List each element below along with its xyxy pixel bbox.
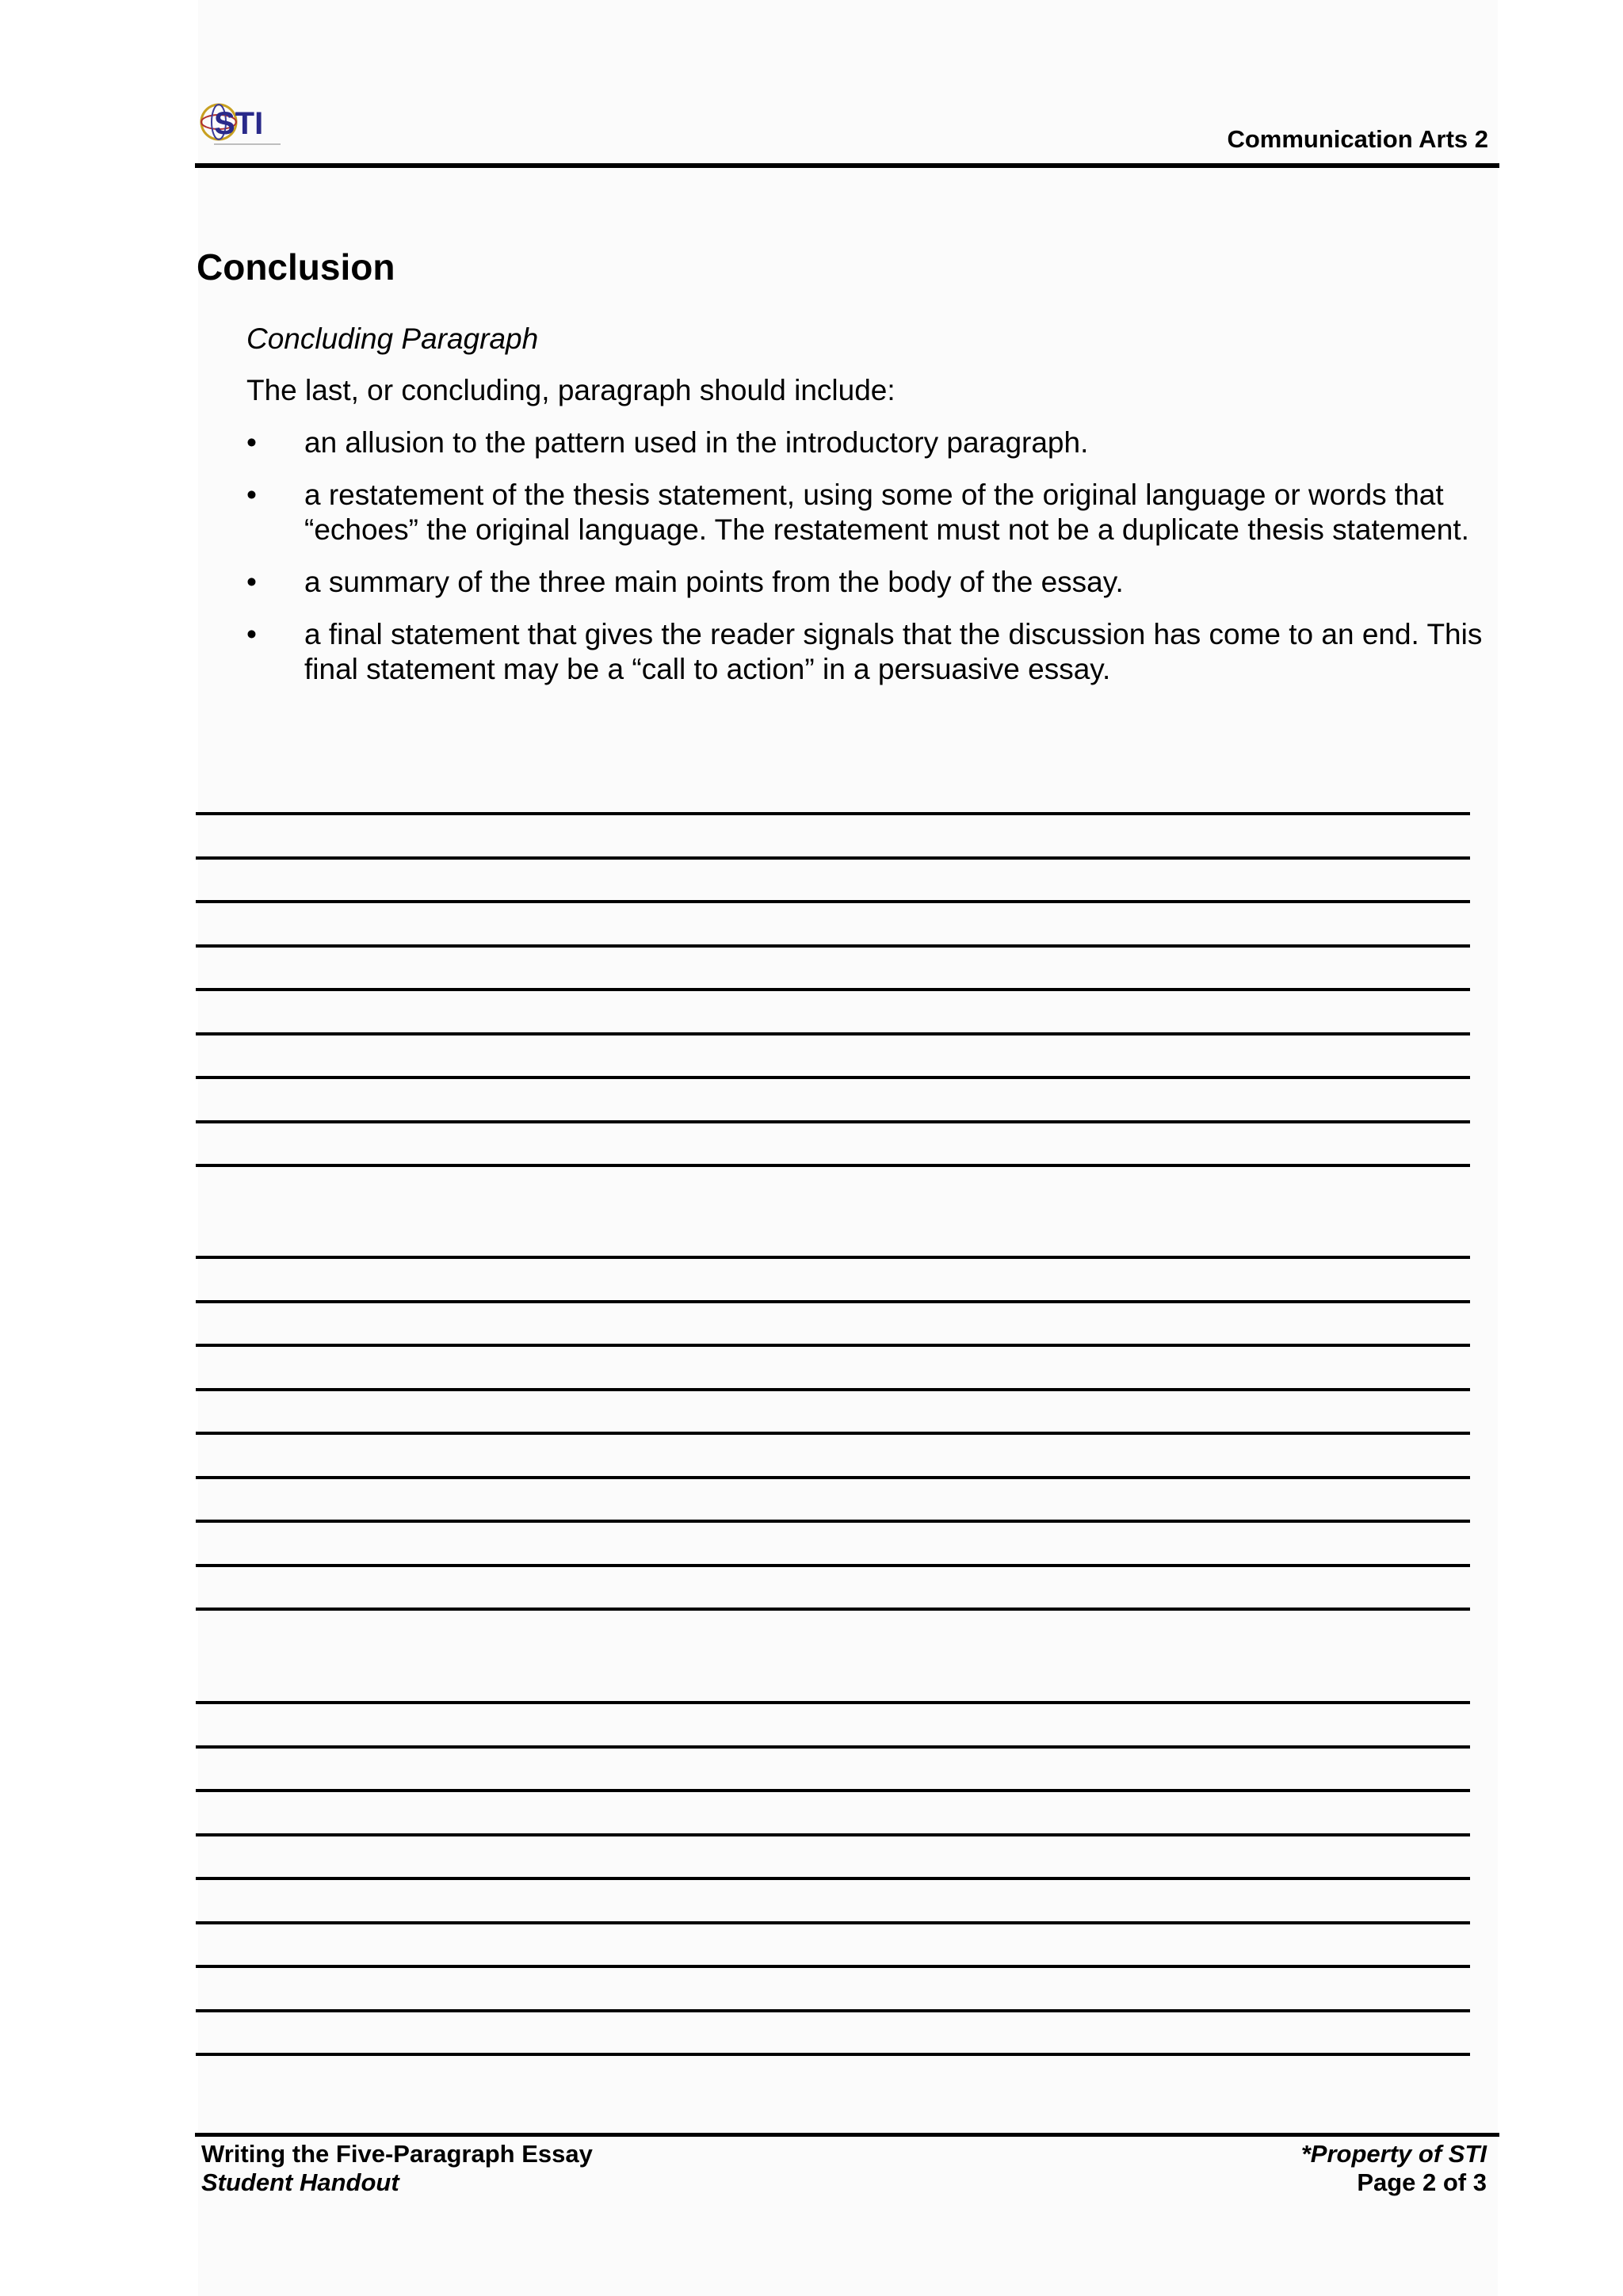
writing-line: [196, 1965, 1470, 1968]
writing-line: [196, 1032, 1470, 1035]
logo-lettering: STI: [214, 106, 264, 141]
writing-line: [196, 1608, 1470, 1611]
writing-line: [196, 1789, 1470, 1792]
section-title: Conclusion: [197, 246, 395, 288]
writing-line: [196, 1520, 1470, 1523]
intro-text: The last, or concluding, paragraph should include:: [246, 374, 896, 406]
footer-divider: [195, 2133, 1499, 2137]
writing-line: [196, 856, 1470, 860]
header-divider: [195, 163, 1499, 168]
list-item: [246, 565, 1483, 600]
writing-line: [196, 1076, 1470, 1079]
property-notice: *Property of STI: [1300, 2140, 1487, 2168]
list-item: [246, 617, 1483, 687]
writing-line: [196, 1300, 1470, 1303]
sti-logo: [198, 98, 285, 152]
writing-line: [196, 1120, 1470, 1123]
writing-line: [196, 1833, 1470, 1836]
writing-line: [196, 1432, 1470, 1435]
bullet-text: an allusion to the pattern used in the introductory paragraph.: [304, 426, 1089, 459]
bullet-text: a restatement of the thesis statement, using some of the original language or words that “echoes” the original language. The restatement must not be a duplicate thesis statement.: [304, 479, 1469, 546]
writing-line: [196, 1745, 1470, 1749]
bullet-icon: •: [246, 618, 257, 650]
bullet-text: a summary of the three main points from the body of the essay.: [304, 566, 1124, 598]
list-item: [246, 425, 1483, 460]
subheading: Concluding Paragraph: [246, 322, 539, 355]
page-number: Page 2 of 3: [1357, 2168, 1487, 2196]
writing-line: [196, 1344, 1470, 1347]
bullet-icon: •: [246, 426, 257, 459]
bullet-text: a final statement that gives the reader signals that the discussion has come to an end. This final statement may be a “call to action” in a persuasive essay.: [304, 618, 1483, 685]
writing-line: [196, 1701, 1470, 1704]
bullet-list: [246, 425, 1483, 704]
document-title: Writing the Five-Paragraph Essay: [201, 2140, 593, 2168]
footer-left: [201, 2140, 593, 2197]
writing-line: [196, 1921, 1470, 1924]
writing-line: [196, 1476, 1470, 1479]
writing-line: [196, 2009, 1470, 2012]
document-type: Student Handout: [201, 2168, 399, 2196]
writing-line: [196, 812, 1470, 815]
writing-line: [196, 1164, 1470, 1167]
bullet-icon: •: [246, 479, 257, 511]
list-item: [246, 478, 1483, 547]
writing-line: [196, 2053, 1470, 2056]
writing-line: [196, 1256, 1470, 1259]
course-name: Communication Arts 2: [1227, 125, 1488, 153]
writing-line: [196, 988, 1470, 991]
writing-line: [196, 1564, 1470, 1567]
footer-right: [1301, 2140, 1487, 2197]
writing-line: [196, 1877, 1470, 1880]
bullet-icon: •: [246, 566, 257, 598]
writing-line: [196, 900, 1470, 903]
writing-line: [196, 1388, 1470, 1391]
writing-line: [196, 944, 1470, 948]
